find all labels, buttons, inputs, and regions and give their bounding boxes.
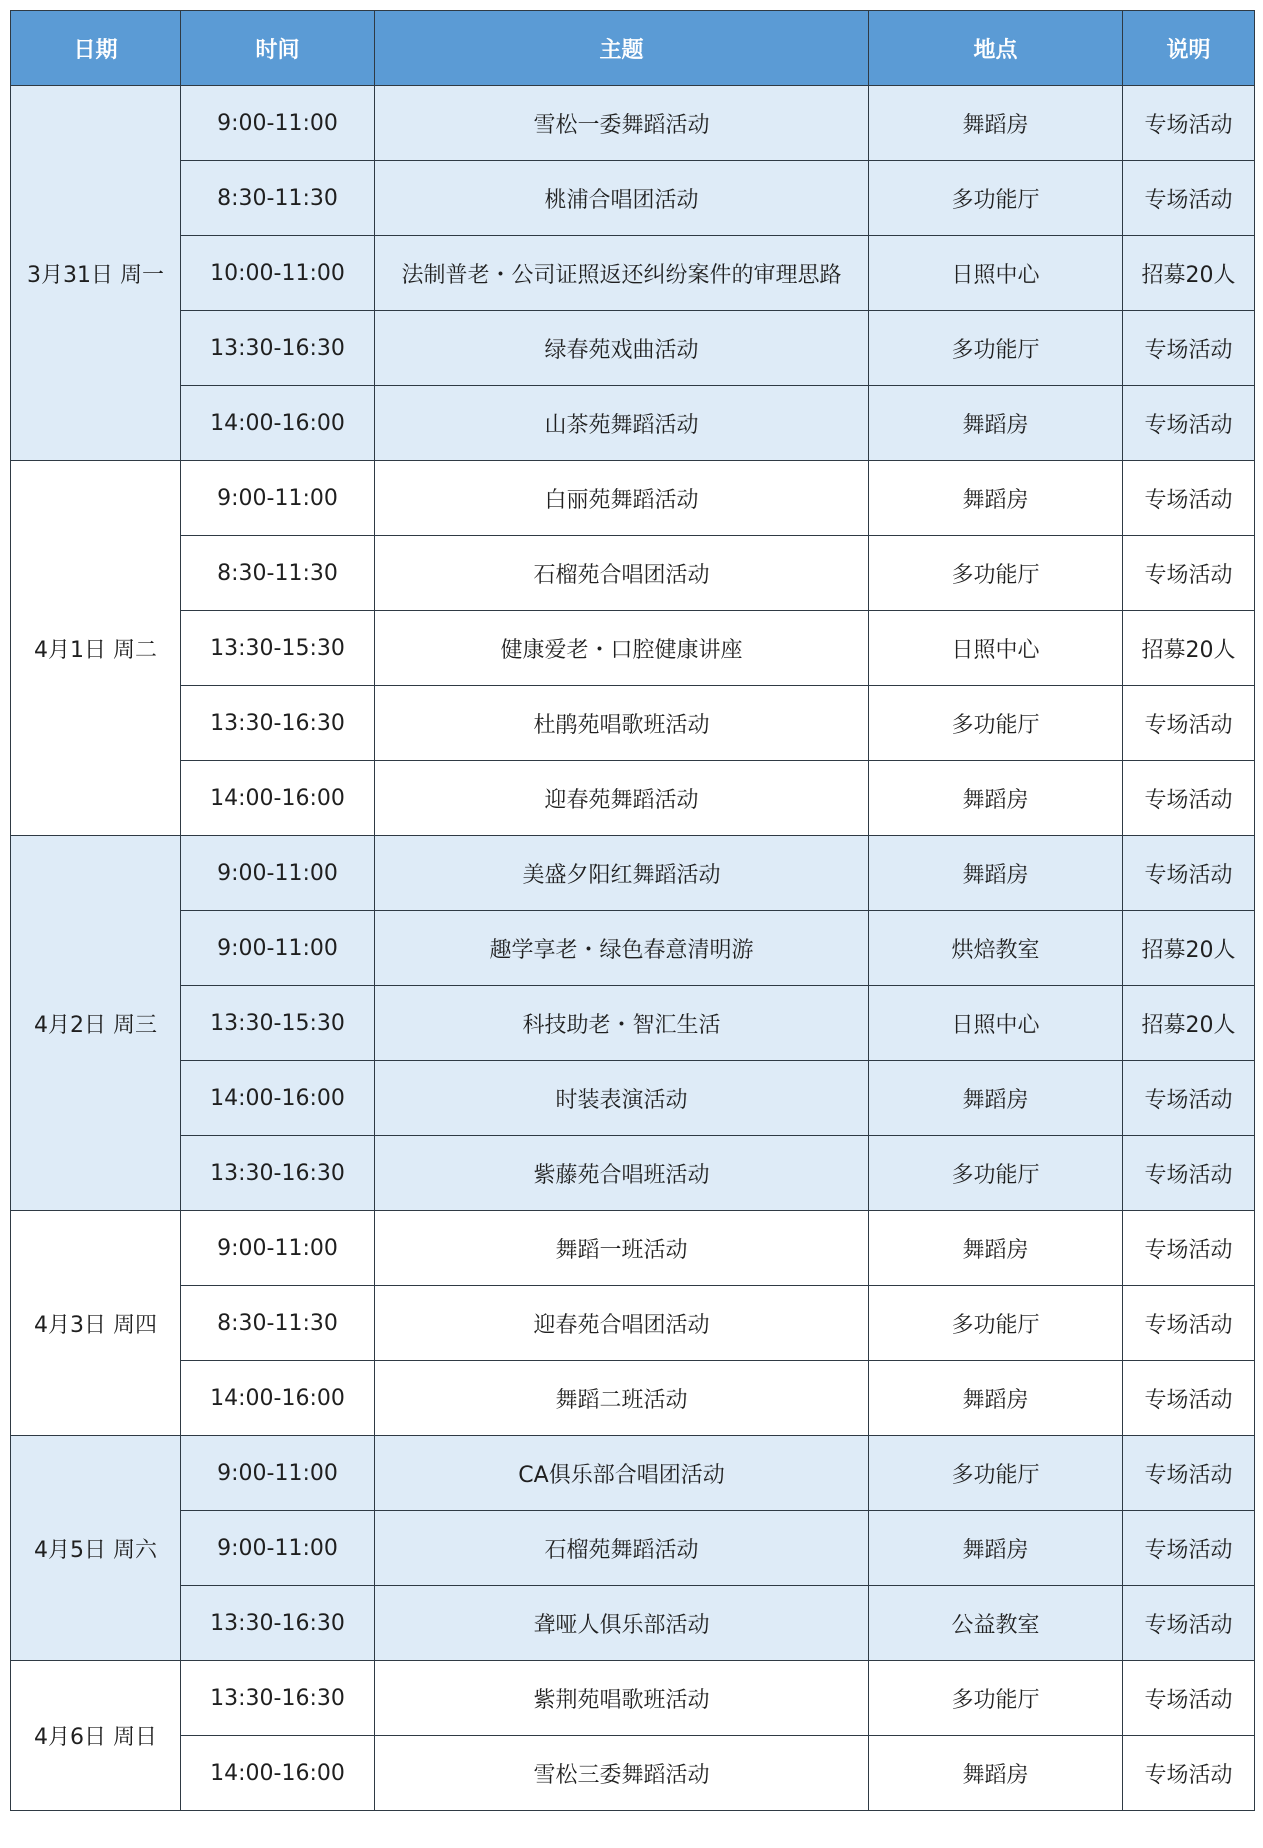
- place-cell: 多功能厅: [869, 536, 1123, 611]
- time-cell: 8:30-11:30: [181, 536, 375, 611]
- note-cell: 专场活动: [1123, 1286, 1255, 1361]
- time-cell: 13:30-16:30: [181, 686, 375, 761]
- table-row: [11, 161, 1255, 236]
- table-row: [11, 1136, 1255, 1211]
- place-cell: 多功能厅: [869, 311, 1123, 386]
- place-cell: 日照中心: [869, 236, 1123, 311]
- time-cell: 9:00-11:00: [181, 911, 375, 986]
- time-cell: 9:00-11:00: [181, 836, 375, 911]
- schedule-table: [10, 10, 1255, 1811]
- topic-cell: 雪松一委舞蹈活动: [375, 86, 869, 161]
- topic-cell: 绿春苑戏曲活动: [375, 311, 869, 386]
- time-cell: 14:00-16:00: [181, 386, 375, 461]
- place-cell: 舞蹈房: [869, 461, 1123, 536]
- date-cell: 4月6日 周日: [11, 1661, 181, 1811]
- note-cell: 专场活动: [1123, 536, 1255, 611]
- topic-cell: 雪松三委舞蹈活动: [375, 1736, 869, 1811]
- topic-cell: 时装表演活动: [375, 1061, 869, 1136]
- table-row: [11, 86, 1255, 161]
- note-cell: 专场活动: [1123, 86, 1255, 161]
- table-row: [11, 536, 1255, 611]
- note-cell: 专场活动: [1123, 1736, 1255, 1811]
- table-row: [11, 1361, 1255, 1436]
- topic-cell: 聋哑人俱乐部活动: [375, 1586, 869, 1661]
- topic-cell: 迎春苑舞蹈活动: [375, 761, 869, 836]
- note-cell: 专场活动: [1123, 1061, 1255, 1136]
- place-cell: 舞蹈房: [869, 86, 1123, 161]
- table-row: [11, 911, 1255, 986]
- table-row: [11, 386, 1255, 461]
- header-time: 时间: [181, 11, 375, 86]
- note-cell: 专场活动: [1123, 311, 1255, 386]
- time-cell: 13:30-16:30: [181, 1661, 375, 1736]
- date-cell: 4月3日 周四: [11, 1211, 181, 1436]
- place-cell: 公益教室: [869, 1586, 1123, 1661]
- note-cell: 专场活动: [1123, 1136, 1255, 1211]
- place-cell: 多功能厅: [869, 1661, 1123, 1736]
- topic-cell: 舞蹈一班活动: [375, 1211, 869, 1286]
- note-cell: 专场活动: [1123, 686, 1255, 761]
- place-cell: 多功能厅: [869, 1286, 1123, 1361]
- table-row: [11, 611, 1255, 686]
- date-cell: 4月5日 周六: [11, 1436, 181, 1661]
- note-cell: 专场活动: [1123, 1436, 1255, 1511]
- time-cell: 9:00-11:00: [181, 461, 375, 536]
- note-cell: 招募20人: [1123, 986, 1255, 1061]
- table-row: [11, 1586, 1255, 1661]
- place-cell: 舞蹈房: [869, 1361, 1123, 1436]
- topic-cell: 健康爱老・口腔健康讲座: [375, 611, 869, 686]
- table-row: [11, 986, 1255, 1061]
- table-row: [11, 1061, 1255, 1136]
- table-header: [11, 11, 1255, 86]
- time-cell: 13:30-16:30: [181, 311, 375, 386]
- topic-cell: 山茶苑舞蹈活动: [375, 386, 869, 461]
- place-cell: 舞蹈房: [869, 1211, 1123, 1286]
- time-cell: 9:00-11:00: [181, 1436, 375, 1511]
- note-cell: 专场活动: [1123, 761, 1255, 836]
- place-cell: 舞蹈房: [869, 386, 1123, 461]
- topic-cell: 趣学享老・绿色春意清明游: [375, 911, 869, 986]
- topic-cell: CA俱乐部合唱团活动: [375, 1436, 869, 1511]
- header-topic: 主题: [375, 11, 869, 86]
- note-cell: 招募20人: [1123, 911, 1255, 986]
- table-row: [11, 461, 1255, 536]
- table-row: [11, 1211, 1255, 1286]
- note-cell: 专场活动: [1123, 1361, 1255, 1436]
- table-row: [11, 311, 1255, 386]
- note-cell: 专场活动: [1123, 386, 1255, 461]
- topic-cell: 白丽苑舞蹈活动: [375, 461, 869, 536]
- time-cell: 13:30-16:30: [181, 1586, 375, 1661]
- note-cell: 专场活动: [1123, 1211, 1255, 1286]
- header-note: 说明: [1123, 11, 1255, 86]
- topic-cell: 石榴苑舞蹈活动: [375, 1511, 869, 1586]
- note-cell: 招募20人: [1123, 611, 1255, 686]
- topic-cell: 石榴苑合唱团活动: [375, 536, 869, 611]
- table-row: [11, 1436, 1255, 1511]
- topic-cell: 舞蹈二班活动: [375, 1361, 869, 1436]
- header-place: 地点: [869, 11, 1123, 86]
- topic-cell: 杜鹃苑唱歌班活动: [375, 686, 869, 761]
- table-row: [11, 236, 1255, 311]
- date-cell: 4月2日 周三: [11, 836, 181, 1211]
- time-cell: 14:00-16:00: [181, 1361, 375, 1436]
- place-cell: 日照中心: [869, 986, 1123, 1061]
- topic-cell: 紫藤苑合唱班活动: [375, 1136, 869, 1211]
- table-row: [11, 761, 1255, 836]
- note-cell: 专场活动: [1123, 1661, 1255, 1736]
- time-cell: 8:30-11:30: [181, 161, 375, 236]
- place-cell: 舞蹈房: [869, 1061, 1123, 1136]
- note-cell: 专场活动: [1123, 461, 1255, 536]
- time-cell: 9:00-11:00: [181, 1511, 375, 1586]
- note-cell: 专场活动: [1123, 836, 1255, 911]
- time-cell: 14:00-16:00: [181, 761, 375, 836]
- table-body: [11, 86, 1255, 1811]
- table-row: [11, 836, 1255, 911]
- time-cell: 13:30-16:30: [181, 1136, 375, 1211]
- note-cell: 专场活动: [1123, 1511, 1255, 1586]
- table-row: [11, 1286, 1255, 1361]
- place-cell: 日照中心: [869, 611, 1123, 686]
- time-cell: 14:00-16:00: [181, 1061, 375, 1136]
- topic-cell: 桃浦合唱团活动: [375, 161, 869, 236]
- table-row: [11, 1511, 1255, 1586]
- topic-cell: 迎春苑合唱团活动: [375, 1286, 869, 1361]
- time-cell: 9:00-11:00: [181, 86, 375, 161]
- time-cell: 10:00-11:00: [181, 236, 375, 311]
- note-cell: 专场活动: [1123, 161, 1255, 236]
- table-row: [11, 1736, 1255, 1811]
- place-cell: 烘焙教室: [869, 911, 1123, 986]
- place-cell: 舞蹈房: [869, 836, 1123, 911]
- time-cell: 8:30-11:30: [181, 1286, 375, 1361]
- time-cell: 13:30-15:30: [181, 986, 375, 1061]
- place-cell: 多功能厅: [869, 1436, 1123, 1511]
- place-cell: 多功能厅: [869, 1136, 1123, 1211]
- place-cell: 舞蹈房: [869, 761, 1123, 836]
- place-cell: 多功能厅: [869, 686, 1123, 761]
- topic-cell: 美盛夕阳红舞蹈活动: [375, 836, 869, 911]
- topic-cell: 法制普老・公司证照返还纠纷案件的审理思路: [375, 236, 869, 311]
- time-cell: 13:30-15:30: [181, 611, 375, 686]
- note-cell: 招募20人: [1123, 236, 1255, 311]
- place-cell: 舞蹈房: [869, 1511, 1123, 1586]
- place-cell: 多功能厅: [869, 161, 1123, 236]
- topic-cell: 紫荆苑唱歌班活动: [375, 1661, 869, 1736]
- header-row: [11, 11, 1255, 86]
- time-cell: 14:00-16:00: [181, 1736, 375, 1811]
- note-cell: 专场活动: [1123, 1586, 1255, 1661]
- date-cell: 3月31日 周一: [11, 86, 181, 461]
- date-cell: 4月1日 周二: [11, 461, 181, 836]
- topic-cell: 科技助老・智汇生活: [375, 986, 869, 1061]
- table-row: [11, 1661, 1255, 1736]
- place-cell: 舞蹈房: [869, 1736, 1123, 1811]
- table-row: [11, 686, 1255, 761]
- header-date: 日期: [11, 11, 181, 86]
- time-cell: 9:00-11:00: [181, 1211, 375, 1286]
